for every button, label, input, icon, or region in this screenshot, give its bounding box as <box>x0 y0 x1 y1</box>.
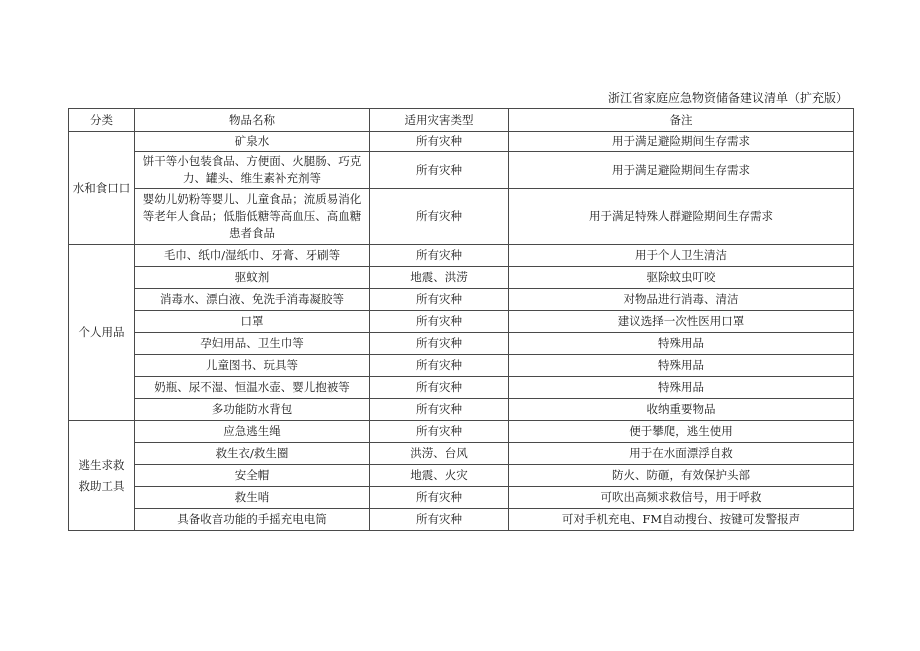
note-cell: 建议选择一次性医用口罩 <box>509 311 854 333</box>
category-label: 个人用品 <box>78 325 125 339</box>
type-cell: 所有灾种 <box>370 487 509 509</box>
type-cell: 所有灾种 <box>370 245 509 267</box>
note-cell: 对物品进行消毒、清洁 <box>509 289 854 311</box>
note-cell: 可对手机充电、FM自动搜台、按键可发警报声 <box>509 509 854 531</box>
type-cell: 所有灾种 <box>370 189 509 245</box>
note-cell: 用于满足特殊人群避险期间生存需求 <box>509 189 854 245</box>
table-row <box>69 152 854 189</box>
category-cell <box>69 132 135 245</box>
type-cell: 所有灾种 <box>370 509 509 531</box>
item-cell: 驱蚊剂 <box>135 267 370 289</box>
type-cell: 所有灾种 <box>370 152 509 189</box>
table-row <box>69 509 854 531</box>
table-row <box>69 267 854 289</box>
type-cell: 所有灾种 <box>370 289 509 311</box>
type-cell: 所有灾种 <box>370 399 509 421</box>
category-cell <box>69 245 135 421</box>
table-row <box>69 465 854 487</box>
item-cell: 救生哨 <box>135 487 370 509</box>
table-row <box>69 355 854 377</box>
category-label: 水和食口口 <box>72 180 131 195</box>
item-cell: 具备收音功能的手摇充电电筒 <box>135 509 370 531</box>
type-cell: 所有灾种 <box>370 377 509 399</box>
note-cell: 用于满足避险期间生存需求 <box>509 152 854 189</box>
item-cell: 多功能防水背包 <box>135 399 370 421</box>
table-row <box>69 333 854 355</box>
table-row <box>69 311 854 333</box>
note-cell: 用于满足避险期间生存需求 <box>509 132 854 152</box>
type-cell: 所有灾种 <box>370 311 509 333</box>
note-cell: 用于在水面漂浮自救 <box>509 443 854 465</box>
table-row <box>69 377 854 399</box>
table-row <box>69 289 854 311</box>
table-header-row <box>69 109 854 132</box>
table-row <box>69 421 854 443</box>
category-label: 逃生求救救助工具 <box>78 457 125 493</box>
note-cell: 收纳重要物品 <box>509 399 854 421</box>
type-cell: 所有灾种 <box>370 333 509 355</box>
item-cell: 口罩 <box>135 311 370 333</box>
item-cell: 儿童图书、玩具等 <box>135 355 370 377</box>
item-cell: 毛巾、纸巾/湿纸巾、牙膏、牙刷等 <box>135 245 370 267</box>
note-cell: 特殊用品 <box>509 377 854 399</box>
header-item-name: 物品名称 <box>135 109 370 132</box>
note-cell: 可吹出高频求救信号，用于呼救 <box>509 487 854 509</box>
supplies-table <box>68 108 854 531</box>
table-row <box>69 189 854 245</box>
type-cell: 所有灾种 <box>370 132 509 152</box>
document-caption: 浙江省家庭应急物资储备建议清单（扩充版） <box>607 91 848 105</box>
category-cell <box>69 421 135 531</box>
header-disaster-type: 适用灾害类型 <box>370 109 509 132</box>
note-cell: 驱除蚊虫叮咬 <box>509 267 854 289</box>
table-row <box>69 245 854 267</box>
header-category: 分类 <box>69 109 135 132</box>
note-cell: 特殊用品 <box>509 333 854 355</box>
note-cell: 特殊用品 <box>509 355 854 377</box>
type-cell: 所有灾种 <box>370 421 509 443</box>
note-cell: 便于攀爬，逃生使用 <box>509 421 854 443</box>
item-cell: 奶瓶、尿不湿、恒温水壶、婴儿抱被等 <box>135 377 370 399</box>
item-cell: 矿泉水 <box>135 132 370 152</box>
item-cell: 应急逃生绳 <box>135 421 370 443</box>
header-note: 备注 <box>509 109 854 132</box>
table-row <box>69 399 854 421</box>
note-cell: 防火、防砸，有效保护头部 <box>509 465 854 487</box>
item-cell: 救生衣/救生圈 <box>135 443 370 465</box>
type-cell: 地震、火灾 <box>370 465 509 487</box>
item-cell: 安全帽 <box>135 465 370 487</box>
table-row <box>69 132 854 152</box>
item-cell: 饼干等小包装食品、方便面、火腿肠、巧克力、罐头、维生素补充剂等 <box>135 152 370 189</box>
note-cell: 用于个人卫生清洁 <box>509 245 854 267</box>
item-cell: 孕妇用品、卫生巾等 <box>135 333 370 355</box>
type-cell: 地震、洪涝 <box>370 267 509 289</box>
table-row <box>69 443 854 465</box>
table-row <box>69 487 854 509</box>
item-cell: 消毒水、漂白液、免洗手消毒凝胶等 <box>135 289 370 311</box>
type-cell: 洪涝、台风 <box>370 443 509 465</box>
item-cell: 婴幼儿奶粉等婴儿、儿童食品；流质易消化等老年人食品；低脂低糖等高血压、高血糖患者食品 <box>135 189 370 245</box>
type-cell: 所有灾种 <box>370 355 509 377</box>
